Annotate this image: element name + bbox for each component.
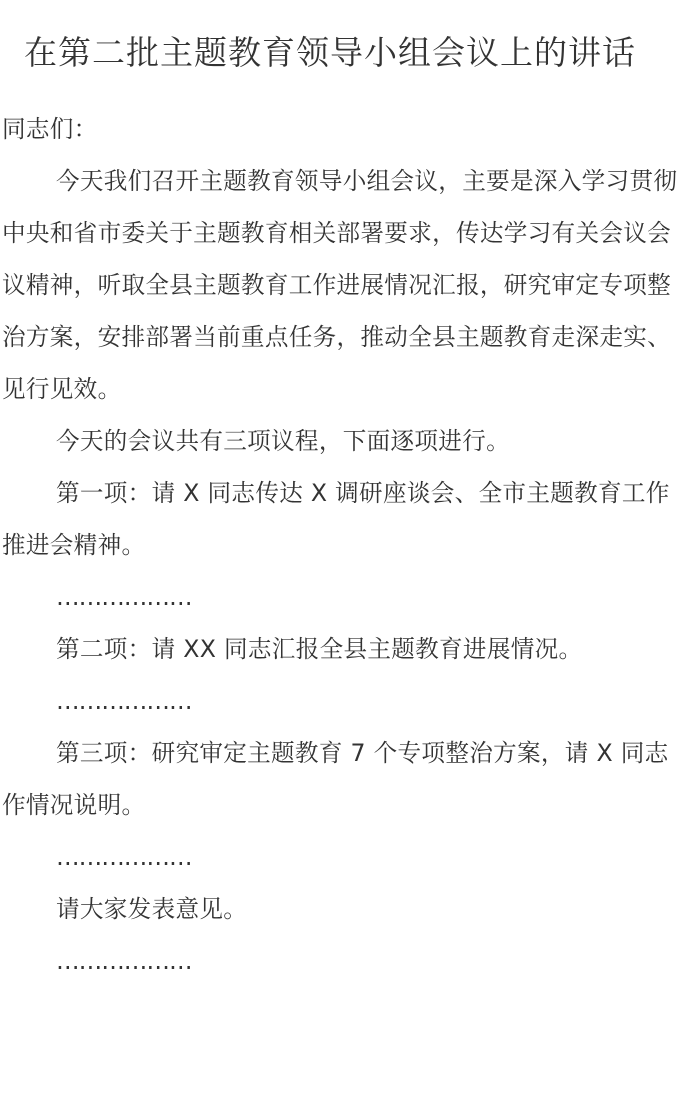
ellipsis-line: ………………	[56, 583, 192, 611]
ellipsis-line: ………………	[56, 947, 192, 975]
ellipsis-line: ………………	[56, 687, 192, 715]
paragraph-item-3: 第三项：研究审定主题教育 7 个专项整治方案，请 X 同志作情况说明。	[2, 739, 669, 819]
paragraph-agenda: 今天的会议共有三项议程，下面逐项进行。	[56, 427, 510, 455]
document-body	[2, 103, 679, 987]
paragraph-intro: 今天我们召开主题教育领导小组会议，主要是深入学习贯彻中央和省市委关于主题教育相关部署要求，传达学习有关会议会议精神，听取全县主题教育工作进展情况汇报，研究审定专项整治方案，安排部署当前重点任务，推动全县主题教育走深走实、见行见效。	[2, 167, 678, 403]
paragraph-item-2: 第二项：请 XX 同志汇报全县主题教育进展情况。	[56, 635, 583, 663]
salutation: 同志们：	[2, 115, 98, 143]
paragraph-request-opinions: 请大家发表意见。	[56, 895, 248, 923]
document-title: 在第二批主题教育领导小组会议上的讲话	[24, 33, 636, 72]
ellipsis-line: ………………	[56, 843, 192, 871]
paragraph-item-1: 第一项：请 X 同志传达 X 调研座谈会、全市主题教育工作推进会精神。	[2, 479, 670, 559]
